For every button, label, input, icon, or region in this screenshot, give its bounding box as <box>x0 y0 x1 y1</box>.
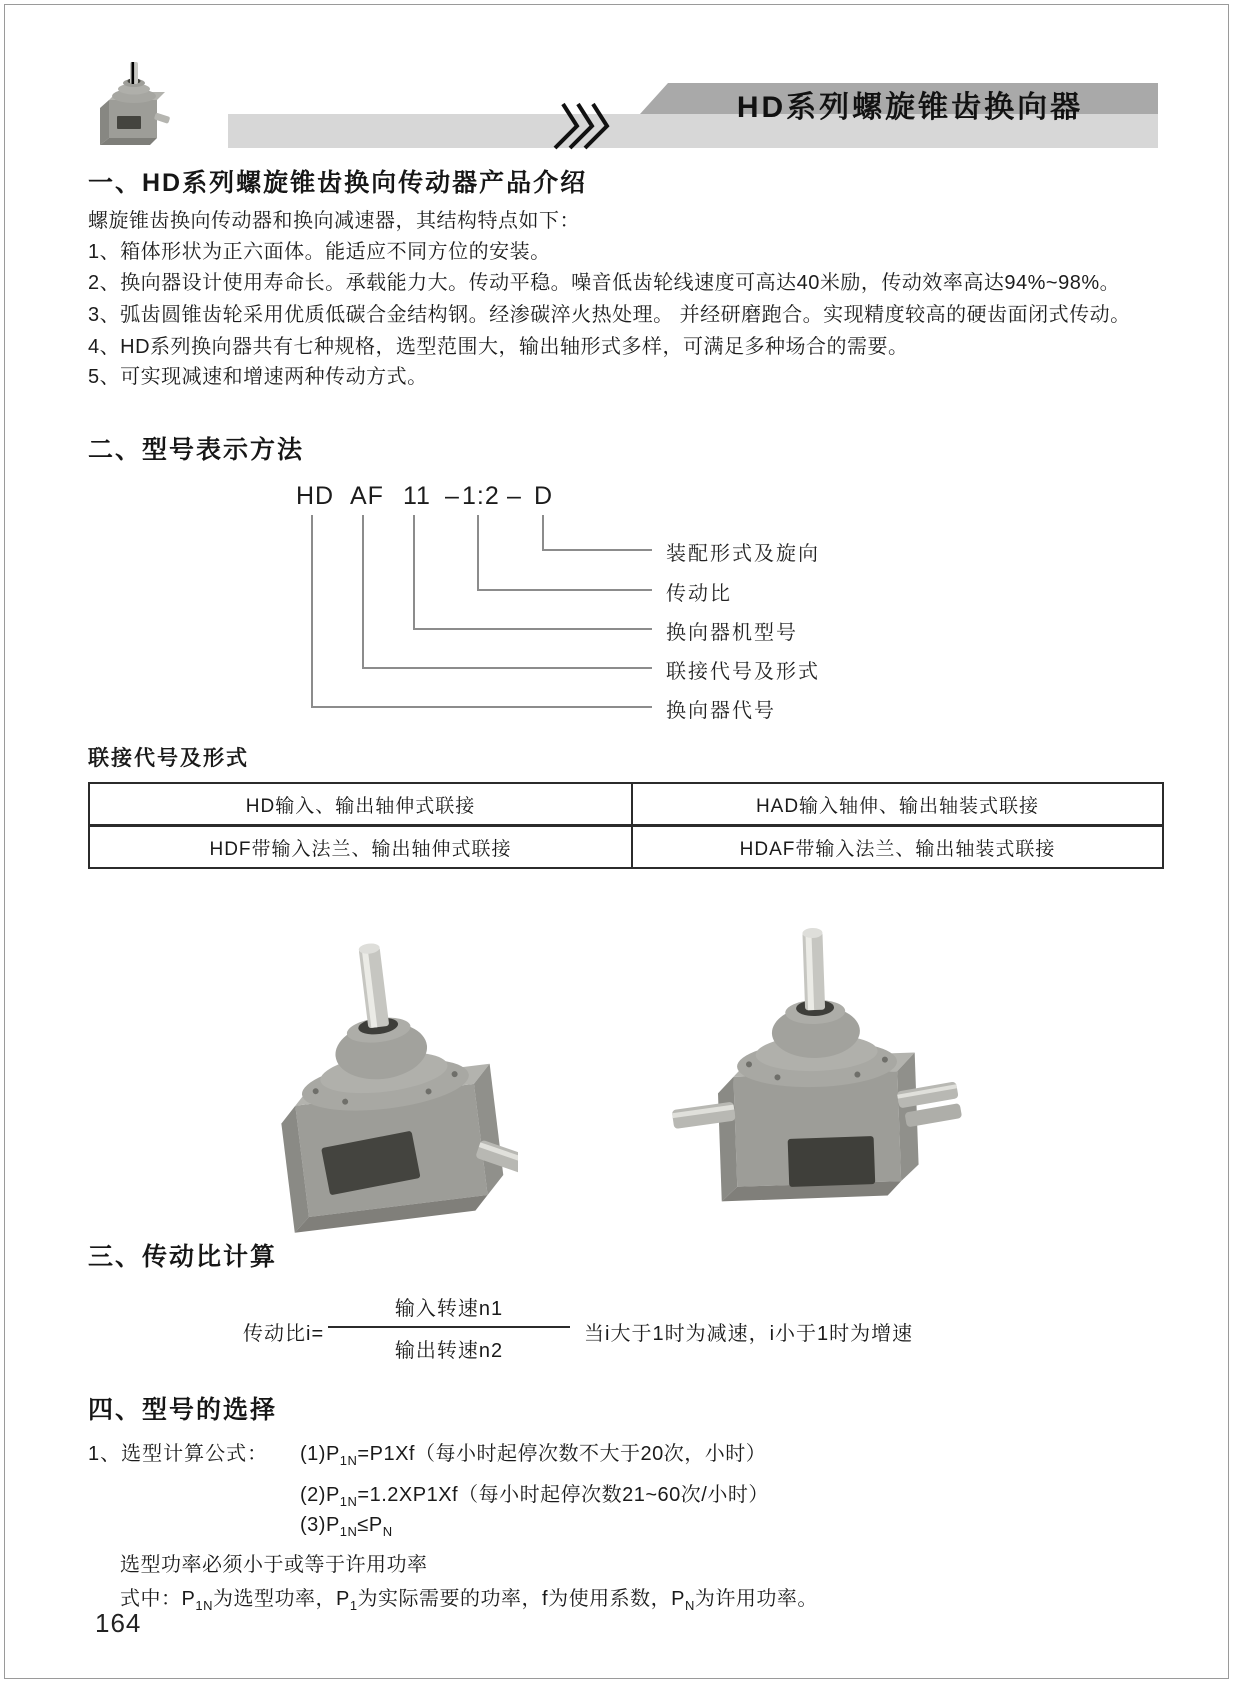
callout-connection: 联接代号及形式 <box>666 661 820 683</box>
selection-legend: 式中：$P_{1N}$为选型功率，$P_1$为实际需要的功率，f为使用系数，$P_N$为许用功率。 <box>120 1588 818 1613</box>
ratio-formula-prefix: 传动比i= <box>243 1323 325 1345</box>
fraction-numerator: 输入转速n1 <box>394 1298 504 1320</box>
feature-item: 2、换向器设计使用寿命长。承载能力大。传动平稳。噪音低齿轮线速度可高达40米励，传动效率高达94%~98%。 <box>88 272 1121 294</box>
ratio-formula-note: 当i大于1时为减速，i小于1时为增速 <box>584 1323 914 1345</box>
ratio-fraction <box>328 1292 570 1363</box>
connection-table <box>88 782 1164 869</box>
callout-assembly: 装配形式及旋向 <box>666 543 820 565</box>
feature-item: 4、HD系列换向器共有七种规格，选型范围大，输出轴形式多样，可满足多种场合的需要。 <box>88 336 909 358</box>
table-cell: HDF带输入法兰、输出轴伸式联接 <box>90 827 633 867</box>
table-cell: HAD输入轴伸、输出轴装式联接 <box>633 784 1162 827</box>
selection-formula: $(2)P_{1N}=1.2XP1Xf$（每小时起停次数21~60次/小时） <box>300 1484 769 1509</box>
model-code-reverser: HD <box>296 482 335 510</box>
callout-ratio: 传动比 <box>666 583 732 605</box>
connection-table-title: 联接代号及形式 <box>88 747 249 770</box>
model-code-dash: – <box>507 482 522 510</box>
section1-heading: 一、HD系列螺旋锥齿换向传动器产品介绍 <box>88 169 588 197</box>
gearbox-photo-single-output <box>268 922 518 1242</box>
page-number: 164 <box>95 1608 142 1638</box>
callout-reverser: 换向器代号 <box>666 700 776 722</box>
section4-heading: 四、型号的选择 <box>88 1396 278 1424</box>
selection-formula: $(1)P_{1N}=P1Xf$（每小时起停次数不大于20次，小时） <box>300 1443 767 1468</box>
selection-formula: $(3)P_{1N}\le P_N$ <box>300 1514 393 1539</box>
page-title: HD系列螺旋锥齿换向器 <box>736 91 1084 124</box>
model-code-assembly: D <box>534 482 554 510</box>
model-code-ratio: 1:2 <box>462 482 500 510</box>
section1-intro: 螺旋锥齿换向传动器和换向减速器，其结构特点如下： <box>88 210 580 232</box>
section2-heading: 二、型号表示方法 <box>88 436 305 464</box>
model-code-connection: AF <box>350 482 384 510</box>
table-cell: HD输入、输出轴伸式联接 <box>90 784 633 827</box>
feature-item: 5、可实现减速和增速两种传动方式。 <box>88 366 428 388</box>
model-code-size: 11 <box>403 482 431 510</box>
gearbox-thumbnail-photo <box>93 58 171 148</box>
selection-formula-label: 1、选型计算公式： <box>88 1443 269 1465</box>
gearbox-photo-double-output <box>670 922 962 1222</box>
triple-chevron-right-icon <box>552 102 610 150</box>
model-code-dash: – <box>445 482 460 510</box>
table-cell: HDAF带输入法兰、输出轴装式联接 <box>739 838 1056 860</box>
selection-note: 选型功率必须小于或等于许用功率 <box>120 1554 428 1576</box>
callout-size: 换向器机型号 <box>666 622 798 644</box>
fraction-denominator: 输出转速n2 <box>394 1340 504 1362</box>
feature-item: 1、箱体形状为正六面体。能适应不同方位的安装。 <box>88 241 551 263</box>
section3-heading: 三、传动比计算 <box>88 1243 278 1271</box>
feature-item: 3、弧齿圆锥齿轮采用优质低碳合金结构钢。经渗碳淬火热处理。 并经研磨跑合。实现精度较高的硬齿面闭式传动。 <box>88 304 1131 326</box>
